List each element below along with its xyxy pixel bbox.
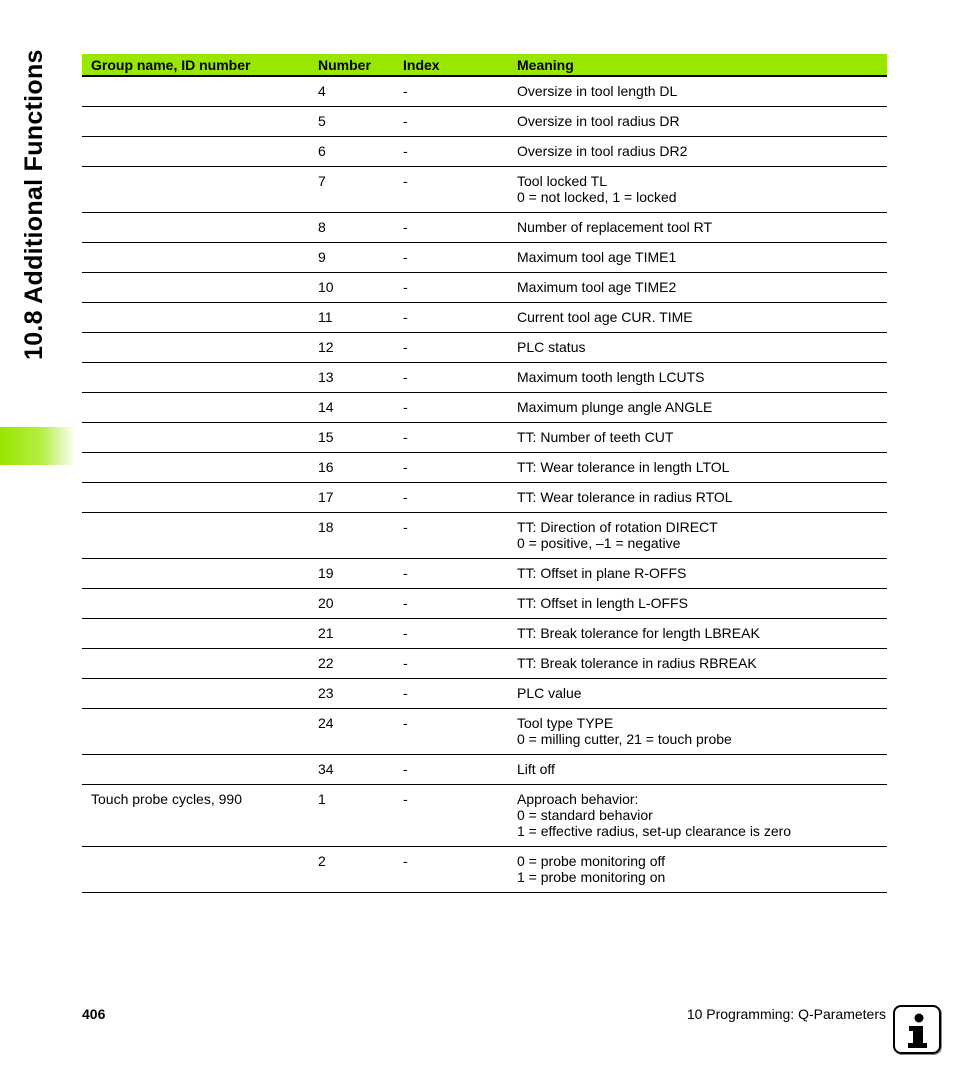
- cell-group: [82, 213, 310, 243]
- meaning-line: TT: Break tolerance for length LBREAK: [517, 625, 760, 641]
- cell-number: 17: [310, 483, 394, 513]
- meaning-line: TT: Offset in length L-OFFS: [517, 595, 688, 611]
- cell-index: -: [394, 483, 508, 513]
- cell-number: 6: [310, 137, 394, 167]
- header-index: Index: [394, 54, 508, 76]
- cell-index: -: [394, 76, 508, 107]
- cell-index: -: [394, 589, 508, 619]
- meaning-line: TT: Wear tolerance in radius RTOL: [517, 489, 733, 505]
- cell-index: -: [394, 333, 508, 363]
- cell-group: [82, 107, 310, 137]
- header-group: Group name, ID number: [82, 54, 310, 76]
- meaning-line: Lift off: [517, 761, 555, 777]
- parameter-table: [82, 54, 887, 893]
- cell-group: [82, 589, 310, 619]
- cell-meaning: [508, 589, 887, 619]
- cell-group: [82, 303, 310, 333]
- cell-index: -: [394, 755, 508, 785]
- table-row: [82, 453, 887, 483]
- cell-group: [82, 423, 310, 453]
- meaning-line: 0 = probe monitoring off: [517, 853, 666, 869]
- info-glyph: [895, 1007, 939, 1052]
- meaning-line: TT: Offset in plane R-OFFS: [517, 565, 687, 581]
- chapter-thumb-tab: [0, 427, 76, 465]
- cell-group: [82, 243, 310, 273]
- cell-meaning: [508, 363, 887, 393]
- cell-meaning: [508, 243, 887, 273]
- table-row: [82, 589, 887, 619]
- cell-meaning: [508, 423, 887, 453]
- meaning-line: PLC status: [517, 339, 586, 355]
- meaning-line: PLC value: [517, 685, 582, 701]
- table-row: [82, 137, 887, 167]
- cell-meaning: [508, 76, 887, 107]
- cell-number: 4: [310, 76, 394, 107]
- cell-number: 34: [310, 755, 394, 785]
- cell-number: 19: [310, 559, 394, 589]
- cell-index: -: [394, 679, 508, 709]
- cell-number: 14: [310, 393, 394, 423]
- chapter-footer: 10 Programming: Q-Parameters: [686, 1006, 886, 1022]
- cell-group: [82, 559, 310, 589]
- header-meaning: Meaning: [508, 54, 887, 76]
- cell-meaning: [508, 559, 887, 589]
- cell-group: [82, 755, 310, 785]
- cell-index: -: [394, 243, 508, 273]
- meaning-line: TT: Number of teeth CUT: [517, 429, 674, 445]
- cell-meaning: [508, 847, 887, 893]
- cell-group: [82, 649, 310, 679]
- table-row: [82, 513, 887, 559]
- cell-meaning: [508, 679, 887, 709]
- cell-meaning: [508, 303, 887, 333]
- cell-index: -: [394, 167, 508, 213]
- meaning-line: Tool locked TL: [517, 173, 608, 189]
- cell-number: 1: [310, 785, 394, 847]
- cell-meaning: [508, 483, 887, 513]
- cell-index: -: [394, 423, 508, 453]
- cell-meaning: [508, 649, 887, 679]
- cell-group: [82, 167, 310, 213]
- meaning-line: 0 = not locked, 1 = locked: [517, 189, 677, 205]
- cell-group: [82, 709, 310, 755]
- cell-index: -: [394, 107, 508, 137]
- table-row: [82, 393, 887, 423]
- cell-group: [82, 137, 310, 167]
- cell-index: -: [394, 303, 508, 333]
- cell-index: -: [394, 559, 508, 589]
- cell-number: 13: [310, 363, 394, 393]
- cell-group: [82, 273, 310, 303]
- cell-number: 20: [310, 589, 394, 619]
- table-row: [82, 619, 887, 649]
- table-row: [82, 847, 887, 893]
- cell-number: 9: [310, 243, 394, 273]
- meaning-line: TT: Wear tolerance in length LTOL: [517, 459, 730, 475]
- cell-meaning: [508, 137, 887, 167]
- cell-index: -: [394, 363, 508, 393]
- table-row: [82, 755, 887, 785]
- cell-index: -: [394, 785, 508, 847]
- cell-index: -: [394, 453, 508, 483]
- meaning-line: Maximum tooth length LCUTS: [517, 369, 705, 385]
- cell-number: 11: [310, 303, 394, 333]
- meaning-line: Maximum tool age TIME2: [517, 279, 677, 295]
- cell-meaning: [508, 107, 887, 137]
- meaning-line: Oversize in tool radius DR2: [517, 143, 688, 159]
- table-row: [82, 76, 887, 107]
- header-number: Number: [310, 54, 394, 76]
- meaning-line: Maximum plunge angle ANGLE: [517, 399, 713, 415]
- table-row: [82, 423, 887, 453]
- cell-index: -: [394, 393, 508, 423]
- cell-meaning: [508, 273, 887, 303]
- meaning-line: Number of replacement tool RT: [517, 219, 713, 235]
- cell-meaning: [508, 785, 887, 847]
- cell-number: 24: [310, 709, 394, 755]
- table-row: [82, 107, 887, 137]
- meaning-line: TT: Break tolerance in radius RBREAK: [517, 655, 757, 671]
- table-row: [82, 243, 887, 273]
- cell-meaning: [508, 453, 887, 483]
- cell-group: [82, 483, 310, 513]
- cell-group: [82, 619, 310, 649]
- cell-group: [82, 847, 310, 893]
- cell-number: 21: [310, 619, 394, 649]
- cell-index: -: [394, 619, 508, 649]
- meaning-line: 0 = standard behavior: [517, 807, 653, 823]
- cell-number: 8: [310, 213, 394, 243]
- meaning-line: TT: Direction of rotation DIRECT: [517, 519, 718, 535]
- cell-group: [82, 513, 310, 559]
- cell-number: 22: [310, 649, 394, 679]
- cell-meaning: [508, 213, 887, 243]
- meaning-line: Current tool age CUR. TIME: [517, 309, 693, 325]
- meaning-line: 0 = milling cutter, 21 = touch probe: [517, 731, 732, 747]
- cell-index: -: [394, 137, 508, 167]
- table-row: [82, 483, 887, 513]
- table-header-row: [82, 54, 887, 76]
- meaning-line: Approach behavior:: [517, 791, 639, 807]
- cell-group: Touch probe cycles, 990: [82, 785, 310, 847]
- page-number: 406: [82, 1006, 106, 1022]
- cell-meaning: [508, 513, 887, 559]
- cell-group: [82, 333, 310, 363]
- meaning-line: 0 = positive, –1 = negative: [517, 535, 681, 551]
- cell-group: [82, 679, 310, 709]
- side-title-text: 10.8 Additional Functions: [20, 49, 48, 360]
- cell-number: 23: [310, 679, 394, 709]
- cell-index: -: [394, 513, 508, 559]
- cell-group: [82, 363, 310, 393]
- cell-number: 16: [310, 453, 394, 483]
- cell-number: 12: [310, 333, 394, 363]
- cell-number: 5: [310, 107, 394, 137]
- table-row: [82, 333, 887, 363]
- cell-number: 15: [310, 423, 394, 453]
- table-row: [82, 273, 887, 303]
- cell-number: 18: [310, 513, 394, 559]
- cell-group: [82, 76, 310, 107]
- table-row: [82, 167, 887, 213]
- cell-meaning: [508, 393, 887, 423]
- cell-number: 10: [310, 273, 394, 303]
- table-row: [82, 649, 887, 679]
- meaning-line: 1 = probe monitoring on: [517, 869, 666, 885]
- table-row: [82, 679, 887, 709]
- cell-number: 7: [310, 167, 394, 213]
- meaning-line: Tool type TYPE: [517, 715, 614, 731]
- cell-meaning: [508, 709, 887, 755]
- cell-meaning: [508, 755, 887, 785]
- cell-meaning: [508, 333, 887, 363]
- cell-index: -: [394, 649, 508, 679]
- table-row: [82, 363, 887, 393]
- table-row: [82, 785, 887, 847]
- cell-index: -: [394, 709, 508, 755]
- info-icon: [893, 1005, 941, 1054]
- table-row: [82, 303, 887, 333]
- cell-index: -: [394, 847, 508, 893]
- cell-index: -: [394, 273, 508, 303]
- meaning-line: Oversize in tool length DL: [517, 83, 678, 99]
- cell-index: -: [394, 213, 508, 243]
- cell-group: [82, 453, 310, 483]
- cell-group: [82, 393, 310, 423]
- cell-meaning: [508, 619, 887, 649]
- meaning-line: 1 = effective radius, set-up clearance is zero: [517, 823, 792, 839]
- table-row: [82, 559, 887, 589]
- table-row: [82, 213, 887, 243]
- cell-meaning: [508, 167, 887, 213]
- table-row: [82, 709, 887, 755]
- cell-number: 2: [310, 847, 394, 893]
- meaning-line: Maximum tool age TIME1: [517, 249, 677, 265]
- meaning-line: Oversize in tool radius DR: [517, 113, 680, 129]
